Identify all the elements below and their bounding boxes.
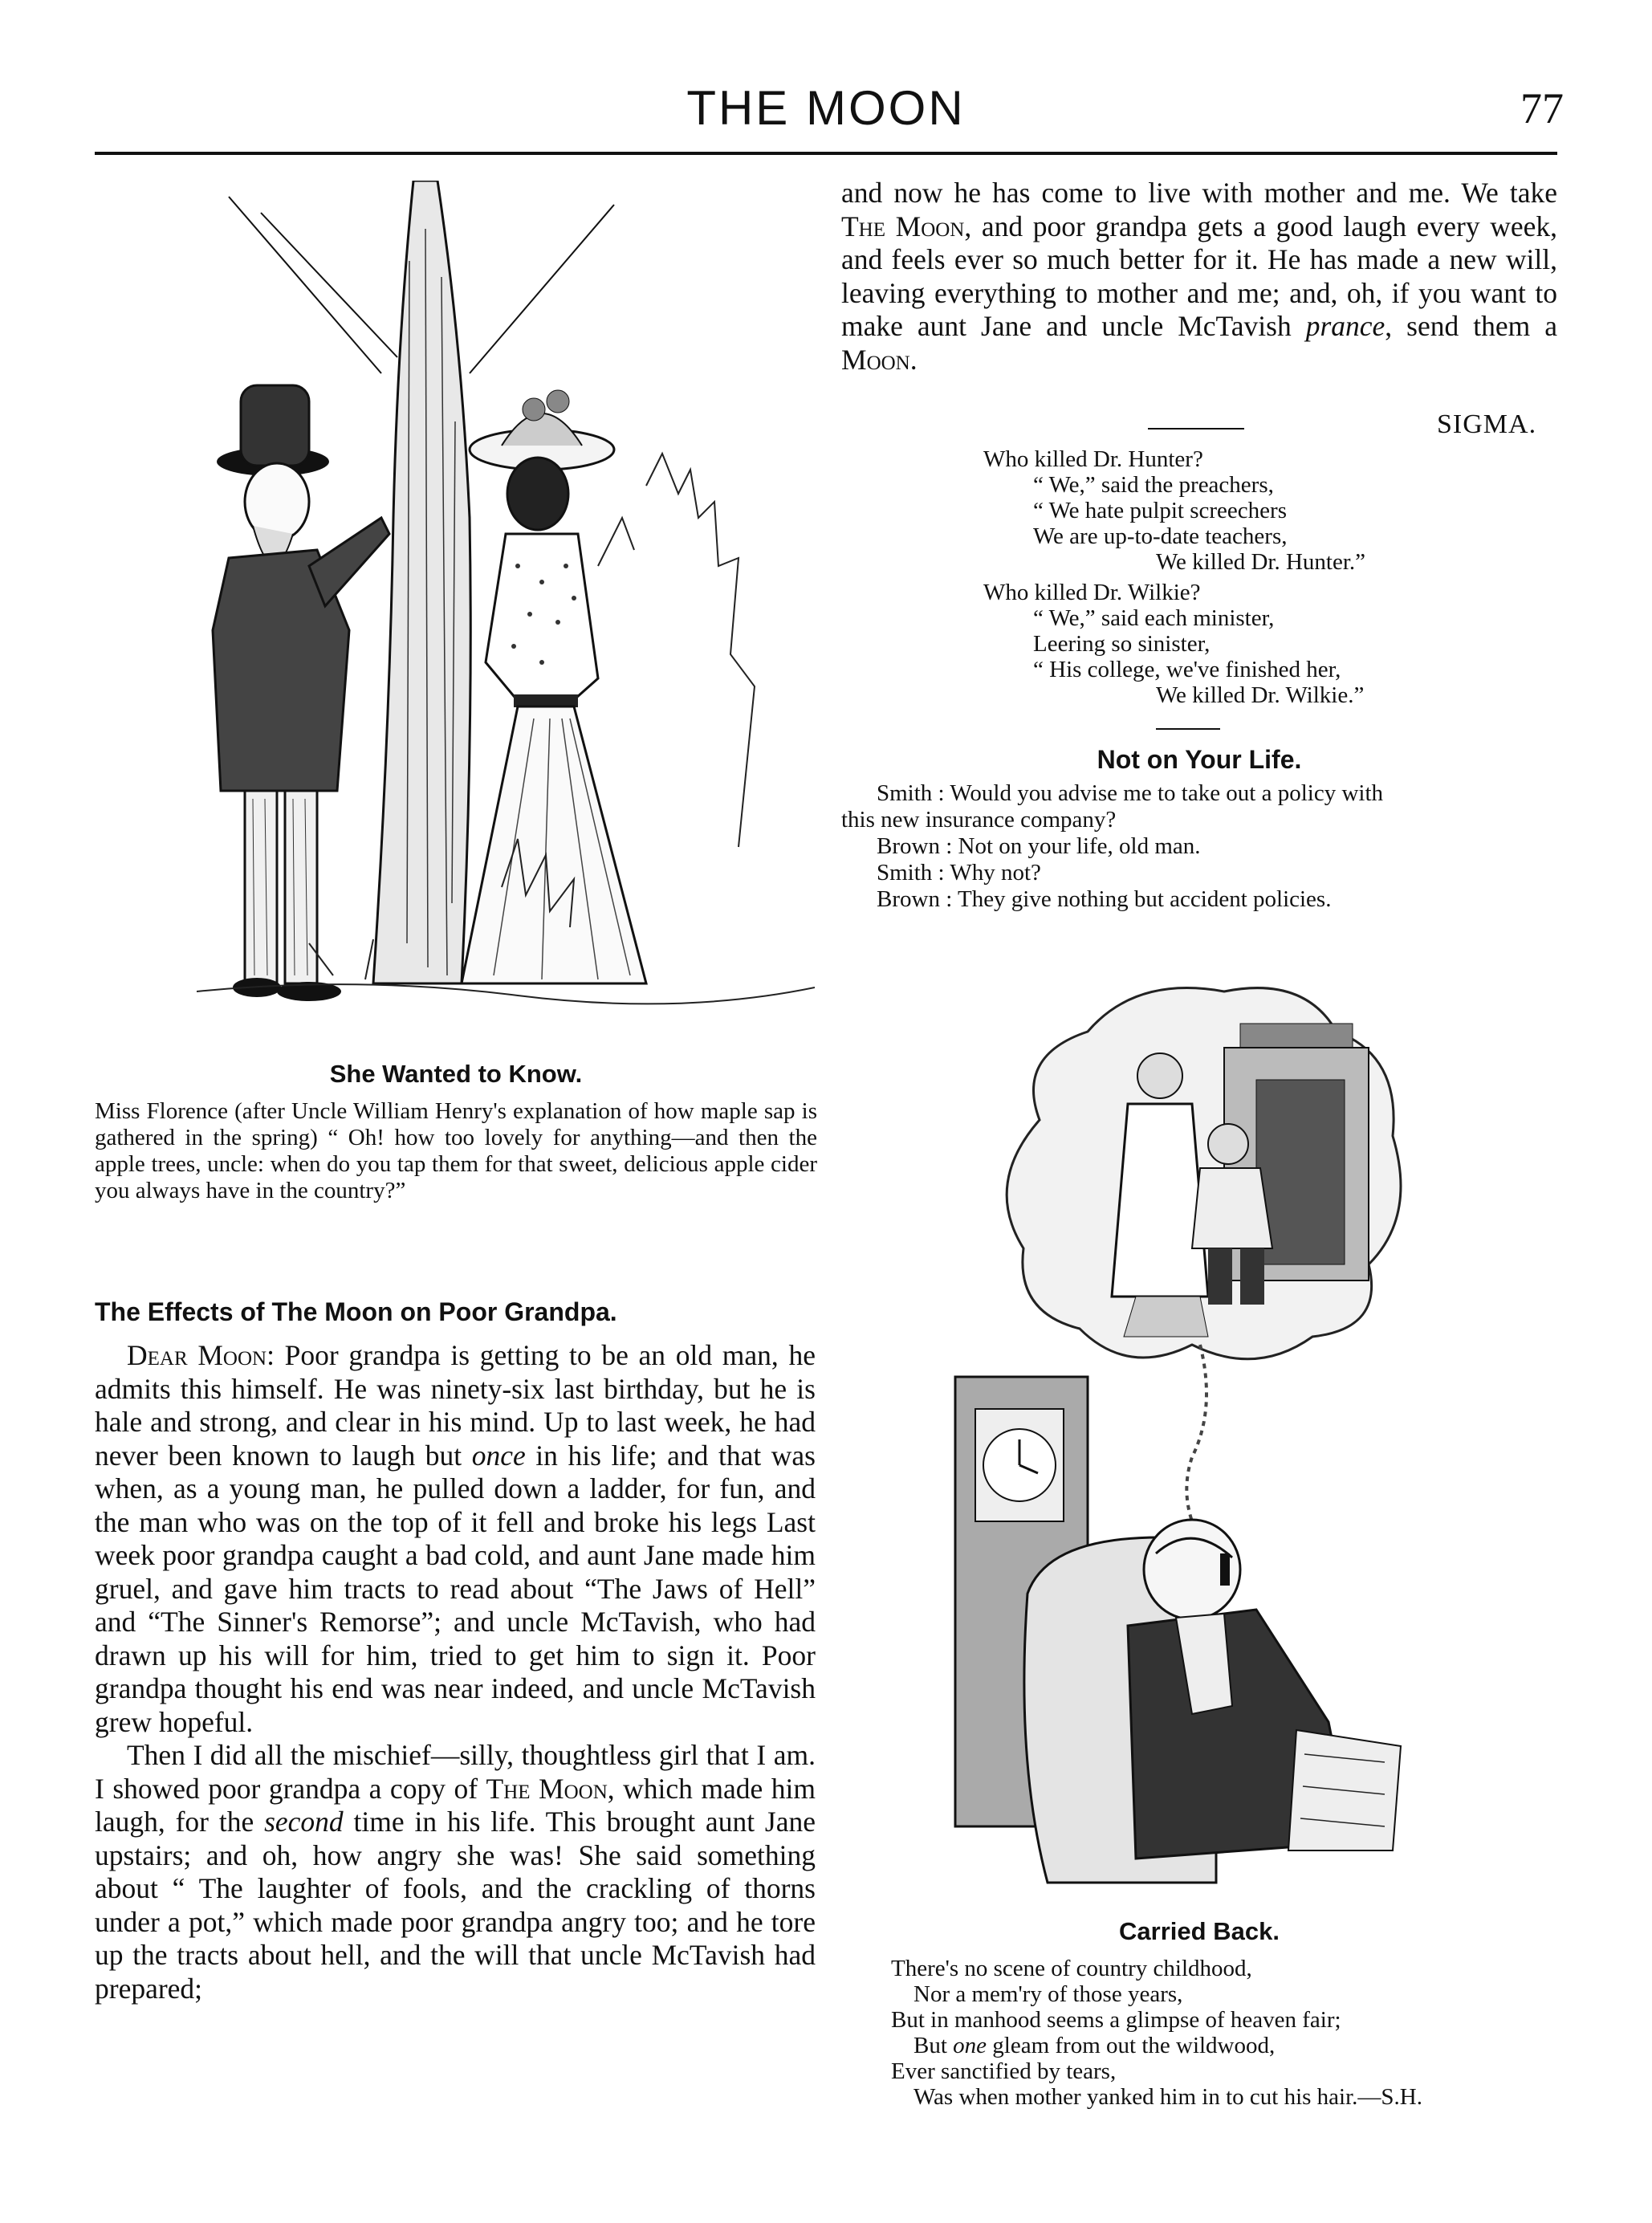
poem-emphasis: one: [953, 2033, 987, 2058]
caption-title-carried-back: Carried Back.: [1119, 1917, 1280, 1945]
illustration-carried-back: [951, 959, 1441, 1895]
joke-line: Brown : They give nothing but accident policies.: [877, 886, 1332, 912]
p2-text-end: time in his life. This brought aunt Jane upstairs; and oh, how angry she was! She said something about “ The laughter of fools, and the crackling of thorns under a pot,” which made poor grandpa angry too; and he tore up the tracts about hell, and the will that uncle McTavish had prepared;: [95, 1806, 816, 2005]
divider-1: [1148, 428, 1244, 430]
poem-line: Was when mother yanked him in to cut his hair.—S.H.: [913, 2084, 1422, 2110]
p2-text-mid: , which made him laugh, for the: [95, 1772, 816, 1838]
p3-moon-title: The Moon: [841, 210, 965, 242]
illustration-she-wanted-to-know: [197, 181, 815, 1032]
poem-line: There's no scene of country childhood,: [891, 1956, 1252, 1981]
poem-line-text: But: [913, 2033, 954, 2058]
poem-line: “ We,” said each minister,: [1033, 605, 1275, 631]
page-title: THE MOON: [686, 81, 966, 135]
p2-emphasis: second: [264, 1806, 344, 1838]
divider-2: [1156, 728, 1220, 730]
young-woman-figure: [462, 390, 646, 983]
p3-emphasis: prance: [1305, 310, 1385, 342]
header-rule: [95, 152, 1557, 155]
p2-moon-title: The Moon: [486, 1772, 608, 1805]
joke-title: Not on Your Life.: [1097, 745, 1302, 774]
poem-line: “ His college, we've finished her,: [1033, 657, 1341, 682]
caption-title-she-wanted-to-know: She Wanted to Know.: [329, 1060, 583, 1088]
p3-text-end: .: [909, 343, 918, 376]
p3-text-mid: , and poor grandpa gets a good laugh every week, and feels ever so much better for it. He has made a new will, leaving everything to mother and me; and, oh, if you want to make aunt Jane and uncle McTavish: [841, 210, 1557, 342]
p3-moon-title-2: Moon: [841, 343, 910, 376]
engraving-old-man-pipe-memory: [951, 959, 1441, 1895]
p1-emphasis: once: [471, 1439, 526, 1472]
poem-line: “ We hate pulpit screechers: [1033, 498, 1287, 523]
poem-line: Who killed Dr. Hunter?: [983, 446, 1203, 472]
poem-who-killed: [983, 446, 1365, 708]
engraving-man-woman-tree: [197, 181, 815, 1032]
article-title: The Effects of The Moon on Poor Grandpa.: [95, 1297, 617, 1326]
joke-line: Smith : Why not?: [877, 860, 1041, 886]
salutation: Dear Moon: [127, 1339, 267, 1371]
article-paragraph-1: [95, 1339, 816, 1739]
poem-line: [891, 2033, 1422, 2058]
caption-text-she-wanted-to-know: Miss Florence (after Uncle William Henry's explanation of how maple sap is gathered in the spring) “ Oh! how too lovely for anything—and then the apple trees, uncle: when do you tap them for that sweet, delicious apple cider you always have in the country?”: [95, 1098, 817, 1203]
p3-text: and now he has come to live with mother and me. We take: [841, 177, 1557, 209]
poem-carried-back: [891, 1956, 1422, 2110]
joke-line: Brown : Not on your life, old man.: [877, 833, 1201, 859]
article-paragraph-3: [841, 177, 1557, 377]
poem-line: We are up-to-date teachers,: [1033, 523, 1288, 549]
poem-line: “ We,” said the preachers,: [1033, 472, 1274, 498]
old-man-figure: [213, 385, 389, 1001]
article-paragraph-2: [95, 1739, 816, 2005]
poem-line: We killed Dr. Wilkie.”: [1156, 682, 1365, 708]
p1-text: : Poor grandpa is getting to be an old man, he admits this himself. He was ninety-six last birthday, but he is hale and strong, and clear in his mind. Up to last week, he had never been known to laugh but: [95, 1339, 816, 1472]
page-number: 77: [1520, 84, 1564, 132]
joke-line: this new insurance company?: [841, 807, 1117, 833]
poem-line: We killed Dr. Hunter.”: [1156, 549, 1366, 575]
poem-line: Who killed Dr. Wilkie?: [983, 580, 1201, 605]
signature-sigma: SIGMA.: [1437, 409, 1537, 439]
p2-text: Then I did all the mischief—silly, thoughtless girl that I am. I showed poor grandpa a copy of: [95, 1739, 816, 1805]
joke-dialog: [841, 780, 1383, 913]
joke-line: Smith : Would you advise me to take out a policy with: [877, 780, 1384, 806]
poem-line: But in manhood seems a glimpse of heaven fair;: [891, 2007, 1341, 2033]
p3-text-mid2: , send them a: [1385, 310, 1557, 342]
article-body-right: [841, 177, 1557, 377]
p1-text-end: in his life; and that was when, as a young man, he pulled down a ladder, for fun, and the man who was on the top of it fell and broke his legs Last week poor grandpa caught a bad cold, and aunt Jane made him gruel, and gave him tracts to read about “The Jaws of Hell” and “The Sinner's Remorse”; and uncle McTavish, who had drawn up his will for him, tried to get him to sign it. Poor grandpa thought his end was near indeed, and uncle McTavish grew hopeful.: [95, 1439, 816, 1738]
article-body-left: [95, 1339, 816, 2005]
poem-line-text-end: gleam from out the wildwood,: [987, 2033, 1276, 2058]
poem-line: Ever sanctified by tears,: [891, 2058, 1117, 2084]
poem-line: Leering so sinister,: [1033, 631, 1211, 657]
poem-line: Nor a mem'ry of those years,: [913, 1981, 1183, 2007]
